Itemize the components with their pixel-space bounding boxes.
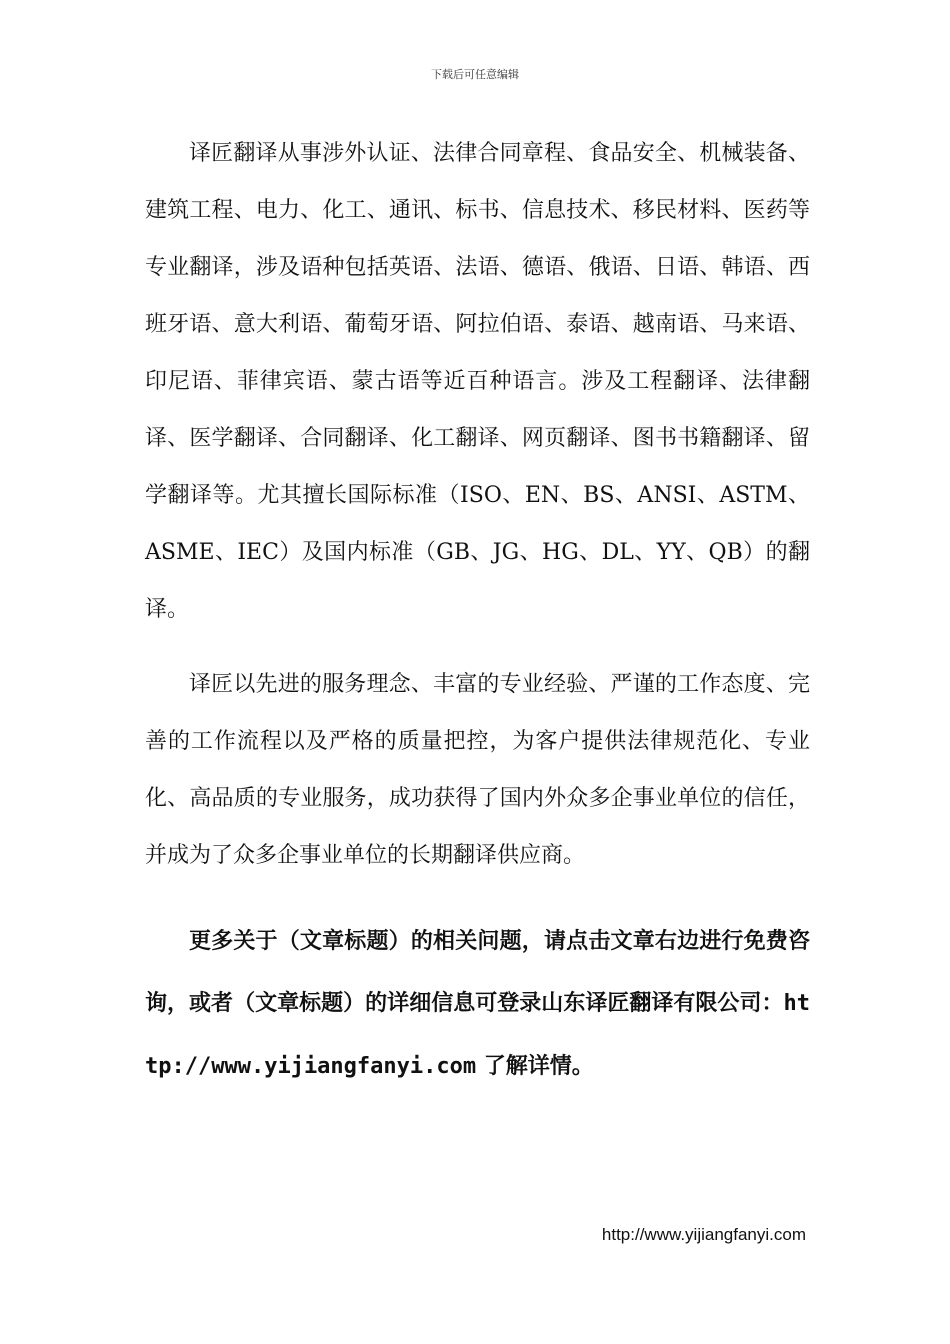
footer-url[interactable]: http://www.yijiangfanyi.com	[601, 1225, 806, 1244]
intro-paragraph	[145, 125, 810, 638]
intro-paragraph-text: 译匠翻译从事涉外认证、法律合同章程、食品安全、机械装备、建筑工程、电力、化工、通讯、标书、信息技术、移民材料、医药等专业翻译，涉及语种包括英语、法语、德语、俄语、日语、韩语、西班牙语、意大利语、葡萄牙语、阿拉伯语、泰语、越南语、马来语、印尼语、菲律宾语、蒙古语等近百种语言。涉及工程翻译、法律翻译、医学翻译、合同翻译、化工翻译、网页翻译、图书书籍翻译、留学翻译等。尤其擅长国际标准（ISO、EN、BS、ANSI、ASTM、ASME、IEC）及国内标准（GB、JG、HG、DL、YY、QB）的翻译。	[145, 141, 810, 622]
document-body	[145, 125, 810, 1098]
service-paragraph-text: 译匠以先进的服务理念、丰富的专业经验、严谨的工作态度、完善的工作流程以及严格的质量把控，为客户提供法律规范化、专业化、高品质的专业服务，成功获得了国内外众多企事业单位的信任，并成为了众多企事业单位的长期翻译供应商。	[145, 672, 810, 868]
header-note: 下载后可任意编辑	[431, 68, 519, 81]
contact-paragraph	[145, 910, 810, 1098]
contact-suffix: 了解详情。	[476, 1053, 594, 1079]
service-paragraph	[145, 656, 810, 884]
website-link[interactable]: http://www.yijiangfanyi.com	[145, 991, 810, 1079]
contact-text: 更多关于（文章标题）的相关问题，请点击文章右边进行免费咨询，或者（文章标题）的详细信息可登录山东译匠翻译有限公司：	[145, 928, 810, 1016]
